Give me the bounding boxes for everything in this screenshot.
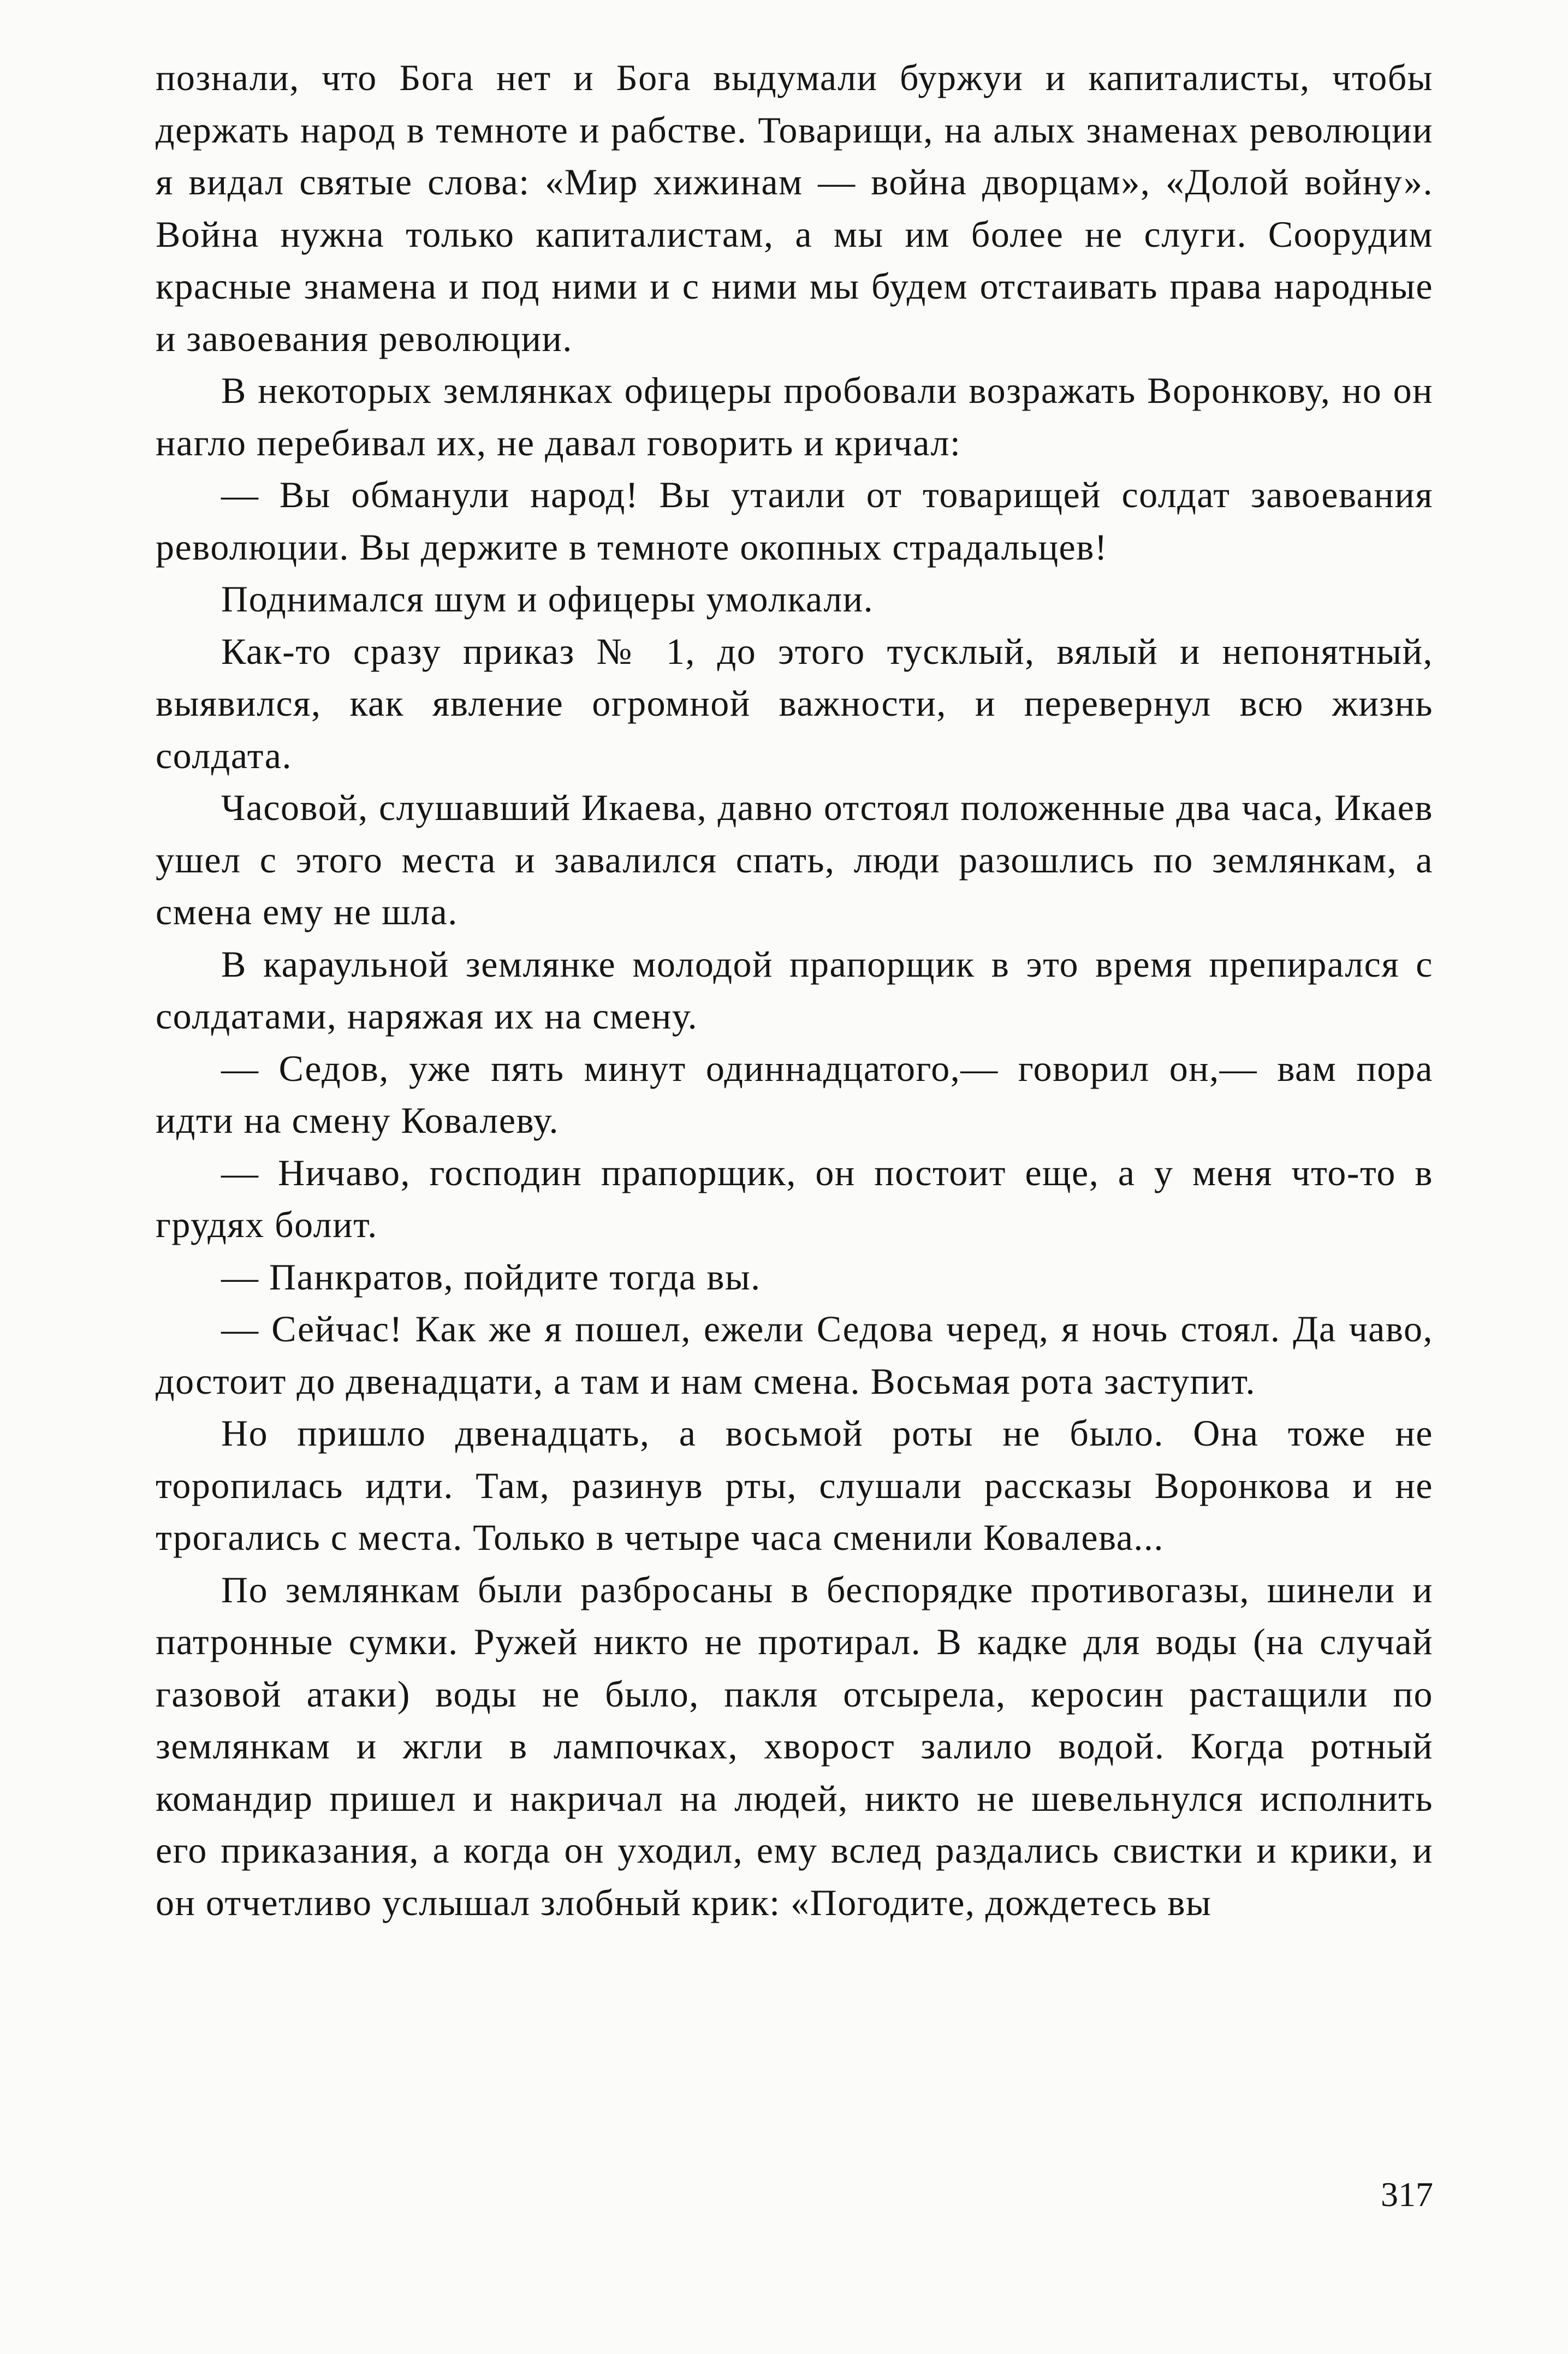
body-text bbox=[156, 52, 1433, 1929]
paragraph: Как-то сразу приказ № 1, до этого тусклый, вялый и непонятный, выявился, как явление огромной важности, и перевернул всю жизнь солдата. bbox=[156, 630, 1433, 776]
paragraph: По землянкам были разбросаны в беспорядке противогазы, шинели и патронные сумки. Ружей никто не протирал. В кадке для воды (на случай газовой атаки) воды не было, пакля отсырела, керосин растащили по землянкам и жгли в лампочках, хворост залило водой. Когда ротный командир пришел и накричал на людей, никто не шевельнулся исполнить его приказания, а когда он уходил, ему вслед раздались свистки и крики, и он отчетливо услышал злобный крик: «Погодите, дождетесь вы bbox=[156, 1568, 1433, 1923]
paragraph: познали, что Бога нет и Бога выдумали буржуи и капиталисты, чтобы держать народ в темноте и рабстве. Товарищи, на алых знаменах революции я видал святые слова: «Мир хижинам — война дворцам», «Долой войну». Война нужна только капиталистам, а мы им более не слуги. Соорудим красные знамена и под ними и с ними мы будем отстаивать права народные и завоевания революции. bbox=[156, 57, 1433, 359]
paragraph: — Сейчас! Как же я пошел, ежели Седова черед, я ночь стоял. Да чаво, достоит до двенадцати, а там и нам смена. Восьмая рота заступит. bbox=[156, 1308, 1433, 1402]
paragraph: В караульной землянке молодой прапорщик в это время препирался с солдатами, наряжая их на смену. bbox=[156, 943, 1433, 1037]
paragraph: — Вы обманули народ! Вы утаили от товарищей солдат завоевания революции. Вы держите в темноте окопных страдальцев! bbox=[156, 474, 1433, 568]
paragraph: — Ничаво, господин прапорщик, он постоит еще, а у меня что-то в грудях болит. bbox=[156, 1151, 1433, 1245]
paragraph: — Седов, уже пять минут одиннадцатого,— говорил он,— вам пора идти на смену Ковалеву. bbox=[156, 1047, 1433, 1141]
paragraph: Часовой, слушавший Икаева, давно отстоял положенные два часа, Икаев ушел с этого места и завалился спать, люди разошлись по землянкам, а смена ему не шла. bbox=[156, 787, 1433, 932]
paragraph: В некоторых землянках офицеры пробовали возражать Воронкову, но он нагло перебивал их, не давал говорить и кричал: bbox=[156, 370, 1433, 463]
paragraph: Поднимался шум и офицеры умолкали. bbox=[221, 578, 874, 620]
paragraph: — Панкратов, пойдите тогда вы. bbox=[221, 1256, 761, 1298]
page-number: 317 bbox=[1381, 2175, 1433, 2214]
paragraph: Но пришло двенадцать, а восьмой роты не было. Она тоже не торопилась идти. Там, разинув рты, слушали рассказы Воронкова и не трогались с места. Только в четыре часа сменили Ковалева... bbox=[156, 1412, 1433, 1558]
